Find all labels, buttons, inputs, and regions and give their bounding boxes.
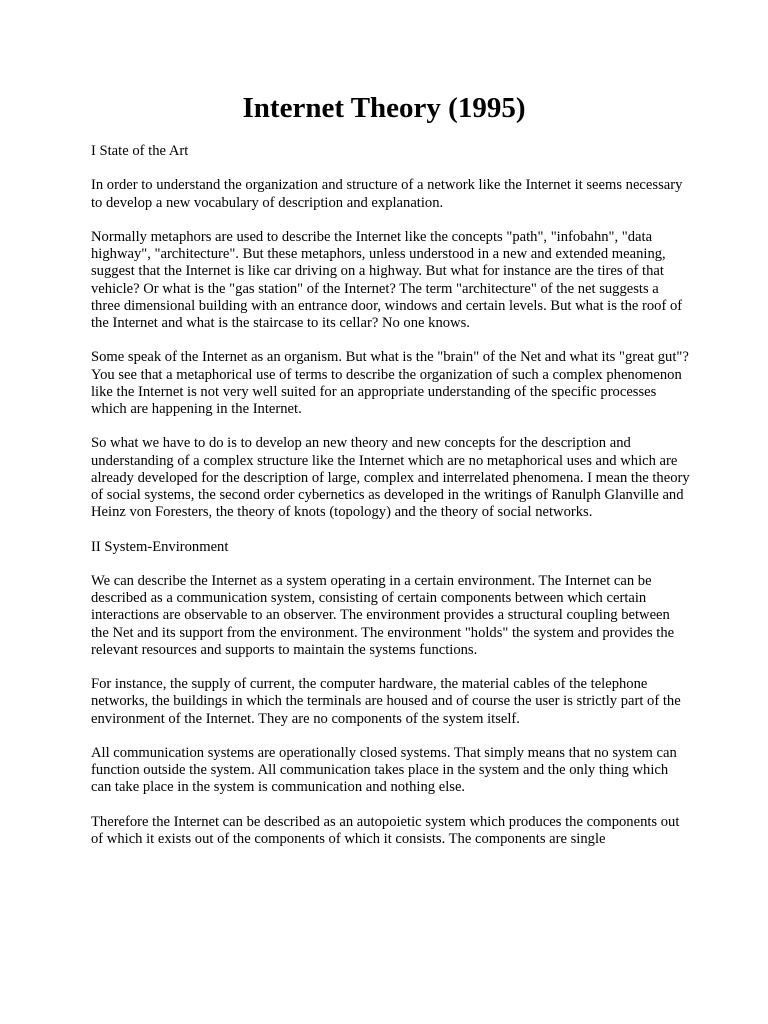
section-heading-system-environment: II System-Environment	[91, 538, 229, 555]
document-title: Internet Theory (1995)	[242, 92, 526, 124]
paragraph: For instance, the supply of current, the computer hardware, the material cables of the telephone networks, the buildings in which the terminals are housed and of course the user is strictly part of the environment of the Internet. They are no components of the system itself.	[91, 676, 681, 727]
paragraph: We can describe the Internet as a system operating in a certain environment. The Internet can be described as a communication system, consisting of certain components between which certain interactions are observable to an observer. The environment provides a structural coupling between the Net and its support from the environment. The environment "holds" the system and provides the relevant resources and supports to maintain the systems functions.	[91, 572, 675, 658]
section-heading-state-of-the-art: I State of the Art	[91, 143, 189, 159]
paragraph: Therefore the Internet can be described as an autopoietic system which produces the components out of which it exists out of the components of which it consists. The components are single	[91, 813, 680, 847]
paragraph: In order to understand the organization and structure of a network like the Internet it seems necessary to develop a new vocabulary of description and explanation.	[91, 177, 683, 211]
paragraph: So what we have to do is to develop an new theory and new concepts for the description and understanding of a complex structure like the Internet which are no metaphorical uses and which are already developed for the description of large, complex and interrelated phenomena. I mean the theory of social systems, the second order cybernetics as developed in the writings of Ranulph Glanville and Heinz von Foresters, the theory of knots (topology) and the theory of social networks.	[91, 435, 690, 521]
paragraph: Some speak of the Internet as an organism. But what is the "brain" of the Net and what its "great gut"? You see that a metaphorical use of terms to describe the organization of such a complex phenomenon like the Internet is not very well suited for an appropriate understanding of the specific processes which are happening in the Internet.	[91, 349, 689, 417]
paragraph: Normally metaphors are used to describe the Internet like the concepts "path", "infobahn", "data highway", "architecture". But these metaphors, unless understood in a new and extended meaning, suggest that the Internet is like car driving on a highway. But what for instance are the tires of that vehicle? Or what is the "gas station" of the Internet? The term "architecture" of the net suggests a three dimensional building with an entrance door, windows and certain levels. But what is the roof of the Internet and what is the staircase to its cellar? No one knows.	[91, 228, 683, 331]
document-body	[91, 143, 691, 865]
paragraph: All communication systems are operationally closed systems. That simply means that no system can function outside the system. All communication takes place in the system and the only thing which can take place in the system is communication and nothing else.	[91, 744, 677, 796]
